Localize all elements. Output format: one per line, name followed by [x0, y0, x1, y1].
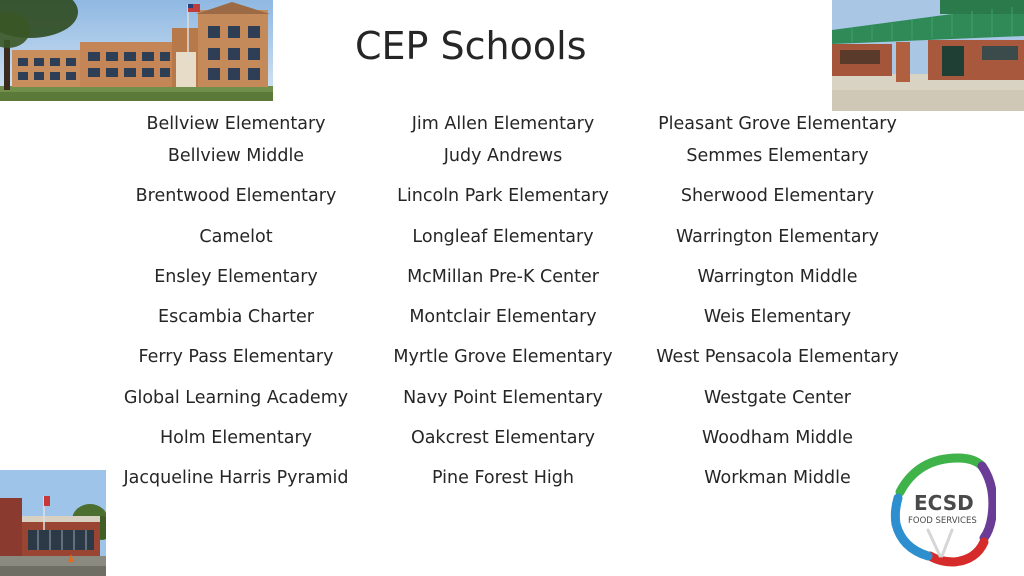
school-name: Escambia Charter — [158, 307, 314, 327]
school-name: Bellview Elementary — [146, 114, 326, 134]
school-name: Global Learning Academy — [123, 388, 349, 408]
school-building-photo-top-left — [0, 0, 273, 101]
school-name: Westgate Center — [704, 388, 851, 408]
school-name: Warrington Middle — [697, 267, 858, 287]
school-building-photo-bottom-left — [0, 470, 106, 576]
school-name: Ferry Pass Elementary — [138, 347, 334, 367]
school-building-photo-top-right — [832, 0, 1024, 111]
school-name: Judy Andrews — [443, 146, 563, 166]
school-name: Oakcrest Elementary — [410, 428, 596, 448]
school-name: Semmes Elementary — [686, 146, 869, 166]
school-name: Pleasant Grove Elementary — [658, 114, 897, 134]
school-name: Myrtle Grove Elementary — [393, 347, 613, 367]
school-name: Jim Allen Elementary — [411, 114, 595, 134]
school-name: McMillan Pre-K Center — [407, 267, 599, 287]
school-name: Sherwood Elementary — [680, 186, 875, 206]
logo-main-text: ECSD — [914, 491, 974, 515]
school-name: Bellview Middle — [167, 146, 305, 166]
school-name: Longleaf Elementary — [412, 227, 594, 247]
school-name: Weis Elementary — [703, 307, 852, 327]
school-name: Holm Elementary — [159, 428, 313, 448]
school-name: Montclair Elementary — [409, 307, 597, 327]
school-name: Warrington Elementary — [675, 227, 879, 247]
school-name: Woodham Middle — [701, 428, 854, 448]
ecsd-food-services-logo — [888, 452, 996, 568]
school-name: West Pensacola Elementary — [656, 347, 899, 367]
school-name: Workman Middle — [704, 468, 851, 488]
school-name: Jacqueline Harris Pyramid — [123, 468, 349, 488]
school-name: Pine Forest High — [432, 468, 574, 488]
school-name: Camelot — [199, 227, 273, 247]
school-name: Navy Point Elementary — [403, 388, 603, 408]
school-name: Brentwood Elementary — [135, 186, 337, 206]
school-name: Lincoln Park Elementary — [397, 186, 609, 206]
slide-title: CEP Schools — [355, 24, 587, 68]
school-name: Ensley Elementary — [154, 267, 318, 287]
logo-sub-text: FOOD SERVICES — [908, 516, 977, 526]
